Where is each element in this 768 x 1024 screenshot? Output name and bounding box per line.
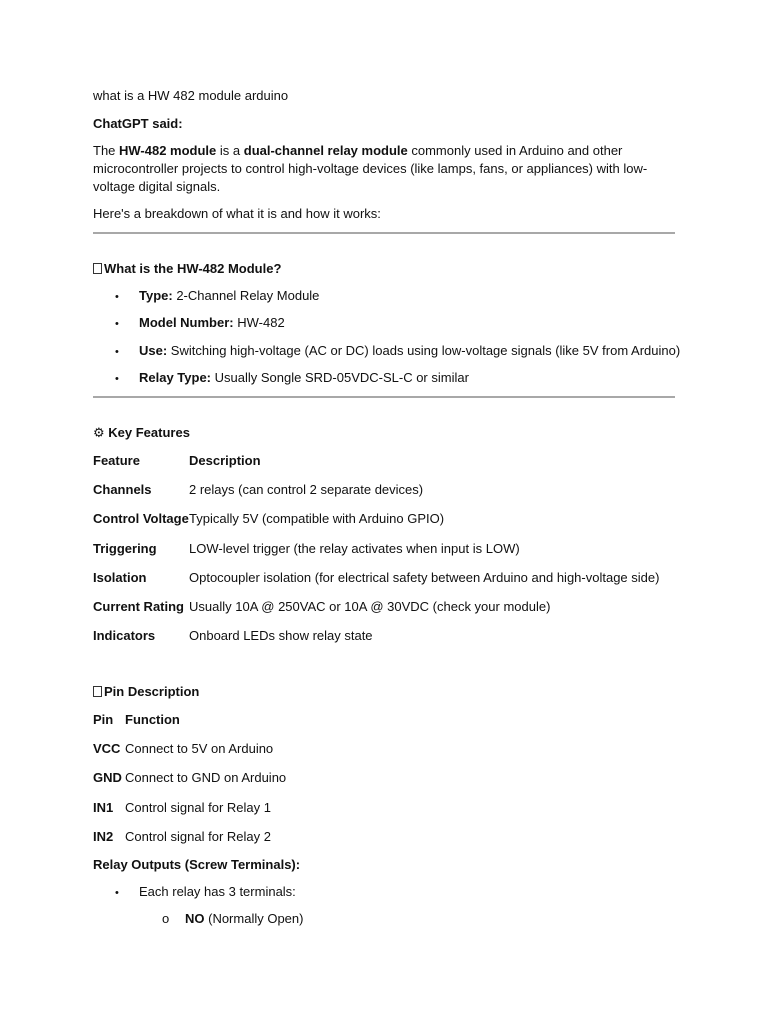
- intro-line-2: microcontroller projects to control high-voltage devices (like lamps, fans, or appliances) with low-: [93, 161, 648, 176]
- intro-bold-relay: dual-channel relay module: [243, 143, 408, 158]
- section-pin-heading: [93, 683, 199, 701]
- terminal-no-item: [185, 910, 303, 928]
- table-cell-value: 2 relays (can control 2 separate devices): [189, 482, 424, 498]
- list-item-label: Relay Type:: [139, 370, 212, 385]
- table-cell-key: VCC: [93, 741, 121, 757]
- table-cell-key: Channels: [93, 482, 152, 498]
- list-item-value: 2-Channel Relay Module: [172, 288, 320, 303]
- table-cell-key: Isolation: [93, 569, 147, 585]
- list-item-label: Use:: [139, 343, 168, 358]
- relay-outputs-heading: [93, 856, 300, 874]
- speaker-label: [93, 115, 183, 133]
- table-cell-key: Current Rating: [93, 599, 184, 614]
- list-item-label: Type:: [139, 288, 173, 303]
- table-cell-value: LOW-level trigger (the relay activates when input is LOW): [189, 540, 520, 556]
- list-item: [139, 287, 319, 305]
- table-cell-key: Control Voltage: [93, 511, 189, 527]
- circle-bullet-icon: o: [162, 911, 170, 926]
- table-cell-value: Control signal for Relay 1: [125, 799, 271, 815]
- table-cell-key: GND: [93, 770, 122, 786]
- missing-glyph-icon: [93, 686, 102, 697]
- intro-breakdown: Here's a breakdown of what it is and how it works:: [93, 206, 381, 221]
- terminal-no-desc: (Normally Open): [204, 911, 304, 926]
- section-pin-title: Pin Description: [104, 684, 200, 699]
- table-cell-value: Connect to 5V on Arduino: [125, 741, 274, 757]
- bullet-icon: •: [115, 346, 119, 358]
- list-item-value: Usually Songle SRD-05VDC-SL-C or similar: [211, 370, 469, 385]
- list-item-value: HW-482: [233, 315, 285, 330]
- table-header-cell: Function: [125, 712, 180, 727]
- user-question: what is a HW 482 module arduino: [93, 88, 289, 103]
- relay-outputs-title: Relay Outputs (Screw Terminals):: [93, 857, 301, 872]
- missing-glyph-icon: [93, 263, 102, 274]
- intro-line-1: [93, 142, 622, 160]
- intro-bold-module: HW-482 module: [119, 143, 217, 158]
- section-what-is-title: What is the HW-482 Module?: [104, 261, 282, 276]
- table-cell-value: Connect to GND on Arduino: [125, 770, 287, 786]
- table-cell-value: Onboard LEDs show relay state: [189, 628, 373, 644]
- intro-text: The: [93, 143, 120, 158]
- list-item: [139, 342, 680, 360]
- section-what-is-heading: [93, 260, 281, 278]
- intro-line-3: voltage digital signals.: [93, 179, 221, 194]
- table-header-cell: Pin: [93, 712, 114, 727]
- relay-terminals-item: Each relay has 3 terminals:: [139, 884, 296, 899]
- table-cell-value: Usually 10A @ 250VAC or 10A @ 30VDC (check your module): [189, 599, 551, 614]
- table-cell-value: Control signal for Relay 2: [125, 828, 271, 844]
- table-cell-value: Optocoupler isolation (for electrical safety between Arduino and high-voltage side): [189, 569, 660, 585]
- table-header-cell: Description: [189, 453, 261, 468]
- divider: [93, 396, 675, 398]
- divider: [93, 232, 675, 234]
- table-cell-value: Typically 5V (compatible with Arduino GPIO): [189, 511, 445, 527]
- bullet-icon: •: [115, 318, 119, 330]
- gear-icon: ⚙: [93, 425, 105, 440]
- bullet-icon: •: [115, 887, 119, 899]
- section-key-features-heading: [93, 424, 190, 442]
- speaker-label-text: ChatGPT said:: [93, 116, 183, 131]
- list-item: [139, 369, 469, 387]
- list-item: [139, 314, 285, 332]
- terminal-no-label: NO: [185, 911, 205, 926]
- bullet-icon: •: [115, 291, 119, 303]
- list-item-label: Model Number:: [139, 315, 234, 330]
- table-header-cell: Feature: [93, 453, 140, 468]
- intro-text: commonly used in Arduino and other: [407, 143, 623, 158]
- table-cell-key: Indicators: [93, 628, 156, 644]
- table-cell-key: IN1: [93, 799, 114, 815]
- bullet-icon: •: [115, 373, 119, 385]
- intro-text: is a: [216, 143, 244, 158]
- table-cell-key: IN2: [93, 828, 114, 844]
- table-cell-key: Triggering: [93, 540, 157, 556]
- section-key-features-title: Key Features: [108, 425, 190, 440]
- list-item-value: Switching high-voltage (AC or DC) loads using low-voltage signals (like 5V from Arduino): [167, 343, 681, 358]
